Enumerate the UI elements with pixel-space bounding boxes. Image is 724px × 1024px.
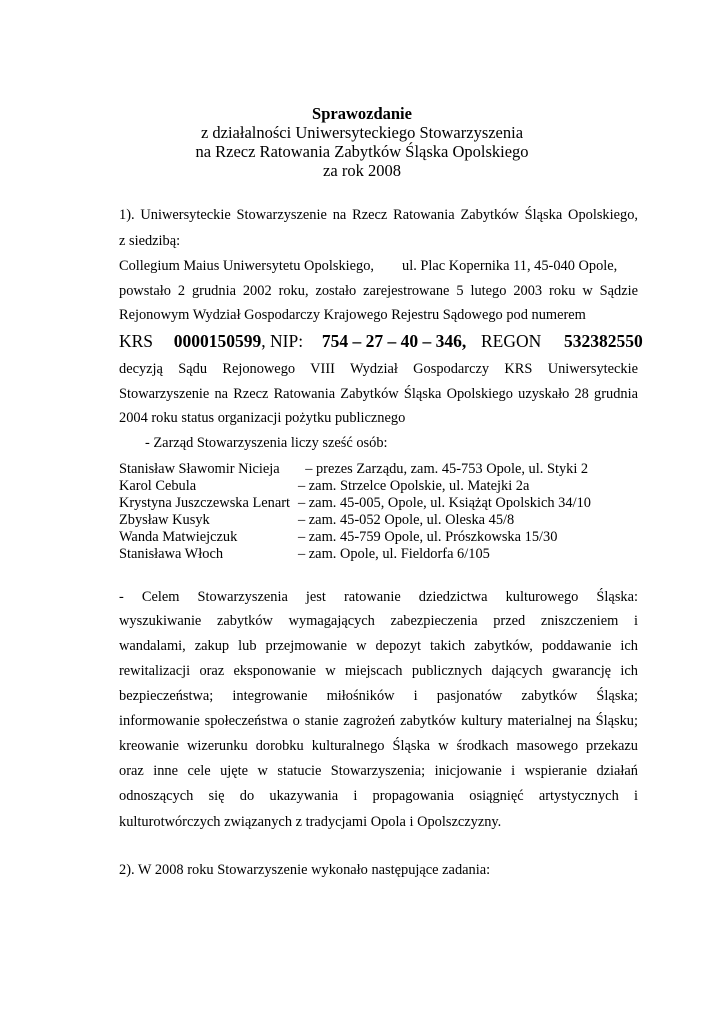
goals-line-6: informowanie społeczeństwa o stanie zagrożeń zabytków kultury materialnej na Śląsku; xyxy=(119,713,638,729)
member-detail: – zam. Strzelce Opolskie, ul. Matejki 2a xyxy=(298,478,530,494)
goals-line-4: rewitalizacji oraz eksponowanie w miejscach publicznych dających gwarancję ich xyxy=(119,663,638,679)
section1-line-3a: Collegium Maius Uniwersytetu Opolskiego, xyxy=(119,258,375,274)
list-item xyxy=(119,546,591,563)
list-item xyxy=(119,461,591,478)
list-item xyxy=(119,495,591,512)
list-item xyxy=(119,478,591,495)
member-detail: – zam. 45-052 Opole, ul. Oleska 45/8 xyxy=(298,512,515,528)
goals-line-5: bezpieczeństwa; integrowanie miłośników i pasjonatów zabytków Śląska; xyxy=(119,688,638,704)
member-detail: – prezes Zarządu, zam. 45-753 Opole, ul. Styki 2 xyxy=(298,461,589,477)
krs-label: KRS xyxy=(119,331,154,351)
goals-line-3: wandalami, zakup lub przejmowanie w depozyt takich zabytków, poddawanie ich xyxy=(119,638,638,654)
nip-label: , NIP: xyxy=(261,331,304,351)
title-line-4: za rok 2008 xyxy=(323,161,401,180)
member-detail: – zam. 45-005, Opole, ul. Książąt Opolskich 34/10 xyxy=(298,495,591,511)
section1-line-7: decyzją Sądu Rejonowego VIII Wydział Gospodarczy KRS Uniwersyteckie xyxy=(119,361,638,377)
list-item xyxy=(119,512,591,529)
section1-line-4: powstało 2 grudnia 2002 roku, zostało zarejestrowane 5 lutego 2003 roku w Sądzie xyxy=(119,283,638,299)
member-name: Krystyna Juszczewska Lenart xyxy=(119,495,291,511)
nip-value: 754 – 27 – 40 – 346, xyxy=(321,331,467,351)
title-line-3: na Rzecz Ratowania Zabytków Śląska Opolskiego xyxy=(195,142,529,161)
section2-heading: 2). W 2008 roku Stowarzyszenie wykonało następujące zadania: xyxy=(119,862,491,878)
member-name: Zbysław Kusyk xyxy=(119,512,210,528)
goals-line-7: kreowanie wizerunku dorobku kulturalnego Śląska w środkach masowego przekazu xyxy=(119,738,638,754)
member-name: Stanisław Sławomir Nicieja xyxy=(119,461,280,477)
registry-numbers-line xyxy=(119,331,643,352)
goals-line-9: odnoszących się do ukazywania i propagowania osiągnięć artystycznych i xyxy=(119,788,638,804)
title-line-2: z działalności Uniwersyteckiego Stowarzyszenia xyxy=(200,123,524,142)
regon-value: 532382550 xyxy=(564,331,643,351)
goals-line-2: wyszukiwanie zabytków wymagających zabezpieczenia przed zniszczeniem i xyxy=(119,613,638,629)
section1-line-5: Rejonowym Wydział Gospodarczy Krajowego Rejestru Sądowego pod numerem xyxy=(119,307,586,323)
member-name: Karol Cebula xyxy=(119,478,197,494)
member-detail: – zam. Opole, ul. Fieldorfa 6/105 xyxy=(298,546,490,562)
section1-line-8: Stowarzyszenie na Rzecz Ratowania Zabytków Śląska Opolskiego uzyskało 28 grudnia xyxy=(119,386,638,402)
title-heading: Sprawozdanie xyxy=(312,104,412,123)
section1-line-2: z siedzibą: xyxy=(119,233,181,249)
document-title xyxy=(0,104,724,180)
goals-line-1: - Celem Stowarzyszenia jest ratowanie dziedzictwa kulturowego Śląska: xyxy=(119,589,638,605)
goals-line-8: oraz inne cele ujęte w statucie Stowarzyszenia; inicjowanie i wspieranie działań xyxy=(119,763,638,779)
board-members-list xyxy=(119,461,591,563)
section1-line-3b: ul. Plac Kopernika 11, 45-040 Opole, xyxy=(402,258,618,274)
member-name: Wanda Matwiejczuk xyxy=(119,529,238,545)
section1-line-1: 1). Uniwersyteckie Stowarzyszenie na Rzecz Ratowania Zabytków Śląska Opolskiego, xyxy=(119,207,638,223)
goals-line-10: kulturotwórczych związanych z tradycjami Opola i Opolszczyzny. xyxy=(119,814,502,830)
regon-label: REGON xyxy=(480,331,542,351)
member-name: Stanisława Włoch xyxy=(119,546,224,562)
list-item xyxy=(119,529,591,546)
krs-value: 0000150599 xyxy=(173,331,262,351)
section1-line-9: 2004 roku status organizacji pożytku publicznego xyxy=(119,410,406,426)
member-detail: – zam. 45-759 Opole, ul. Prószkowska 15/30 xyxy=(298,529,558,545)
board-intro: - Zarząd Stowarzyszenia liczy sześć osób: xyxy=(145,435,388,451)
